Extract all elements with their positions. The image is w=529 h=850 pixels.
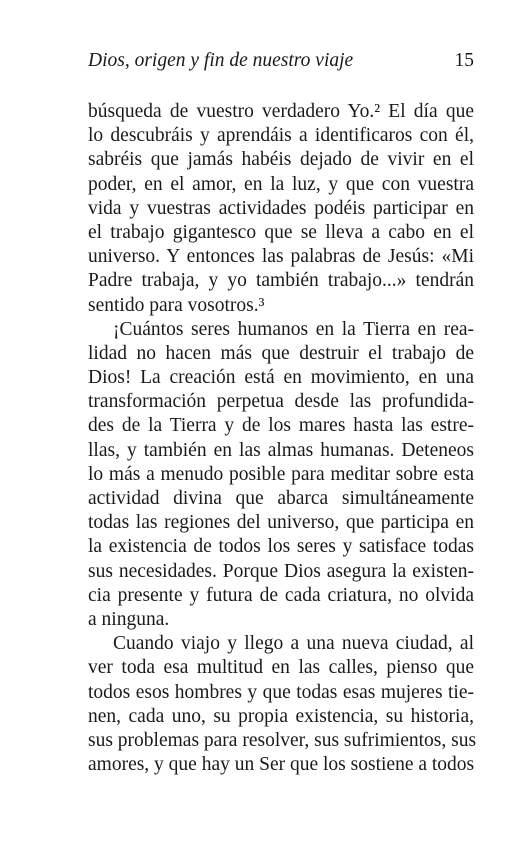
text-line: transformación perpetua desde las profundida- — [88, 391, 474, 413]
running-title: Dios, origen y fin de nuestro viaje — [88, 50, 354, 71]
text-line: lo más a menudo posible para meditar sobre esta — [88, 463, 474, 485]
text-line: vida y vuestras actividades podéis participar en — [88, 197, 474, 219]
text-line: Cuando viajo y llego a una nueva ciudad, al — [113, 633, 474, 655]
text-line: ¡Cuántos seres humanos en la Tierra en rea- — [113, 318, 474, 340]
text-line: amores, y que hay un Ser que los sostiene a todos — [88, 754, 475, 776]
text-line: todos esos hombres y que todas esas mujeres tie- — [88, 681, 474, 703]
text-line: universo. Y entonces las palabras de Jesús: «Mi — [88, 246, 474, 268]
text-line: a ninguna. — [88, 608, 170, 630]
text-line: actividad divina que abarca simultáneamente — [88, 488, 474, 509]
text-line: des de la Tierra y de los mares hasta las estre- — [88, 415, 474, 437]
page-number: 15 — [454, 50, 474, 71]
text-line: cia presente y futura de cada criatura, no olvida — [88, 584, 474, 606]
text-line: búsqueda de vuestro verdadero Yo.² El día que — [88, 101, 474, 122]
text-line: lidad no hacen más que destruir el trabajo de — [88, 342, 474, 364]
text-line: sus necesidades. Porque Dios asegura la existen- — [88, 560, 474, 582]
paragraph — [88, 318, 474, 632]
text-line: nen, cada uno, su propia existencia, su historia, — [88, 705, 474, 727]
text-line: sentido para vosotros.³ — [88, 294, 265, 316]
text-line: el trabajo gigantesco que se lleva a cabo en el — [88, 221, 474, 243]
paragraph — [88, 632, 477, 777]
body-text — [88, 100, 477, 777]
text-line: todas las regiones del universo, que participa en — [88, 512, 474, 534]
text-line: Dios! La creación está en movimiento, en una — [88, 367, 474, 389]
text-line: poder, en el amor, en la luz, y que con vuestra — [88, 173, 474, 195]
text-line: sabréis que jamás habéis dejado de vivir en el — [88, 149, 474, 171]
text-line: sus problemas para resolver, sus sufrimientos, sus — [88, 729, 477, 751]
text-line: Padre trabaja, y yo también trabajo...» tendrán — [88, 270, 474, 292]
text-line: ver toda esa multitud en las calles, pienso que — [88, 657, 474, 679]
text-line: lo descubráis y aprendáis a identificaros con él, — [88, 125, 474, 147]
paragraph — [88, 100, 474, 318]
text-line: llas, y también en las almas humanas. Deteneos — [88, 439, 474, 461]
text-line: la existencia de todos los seres y satisface todas — [88, 536, 474, 558]
running-head — [88, 49, 474, 73]
